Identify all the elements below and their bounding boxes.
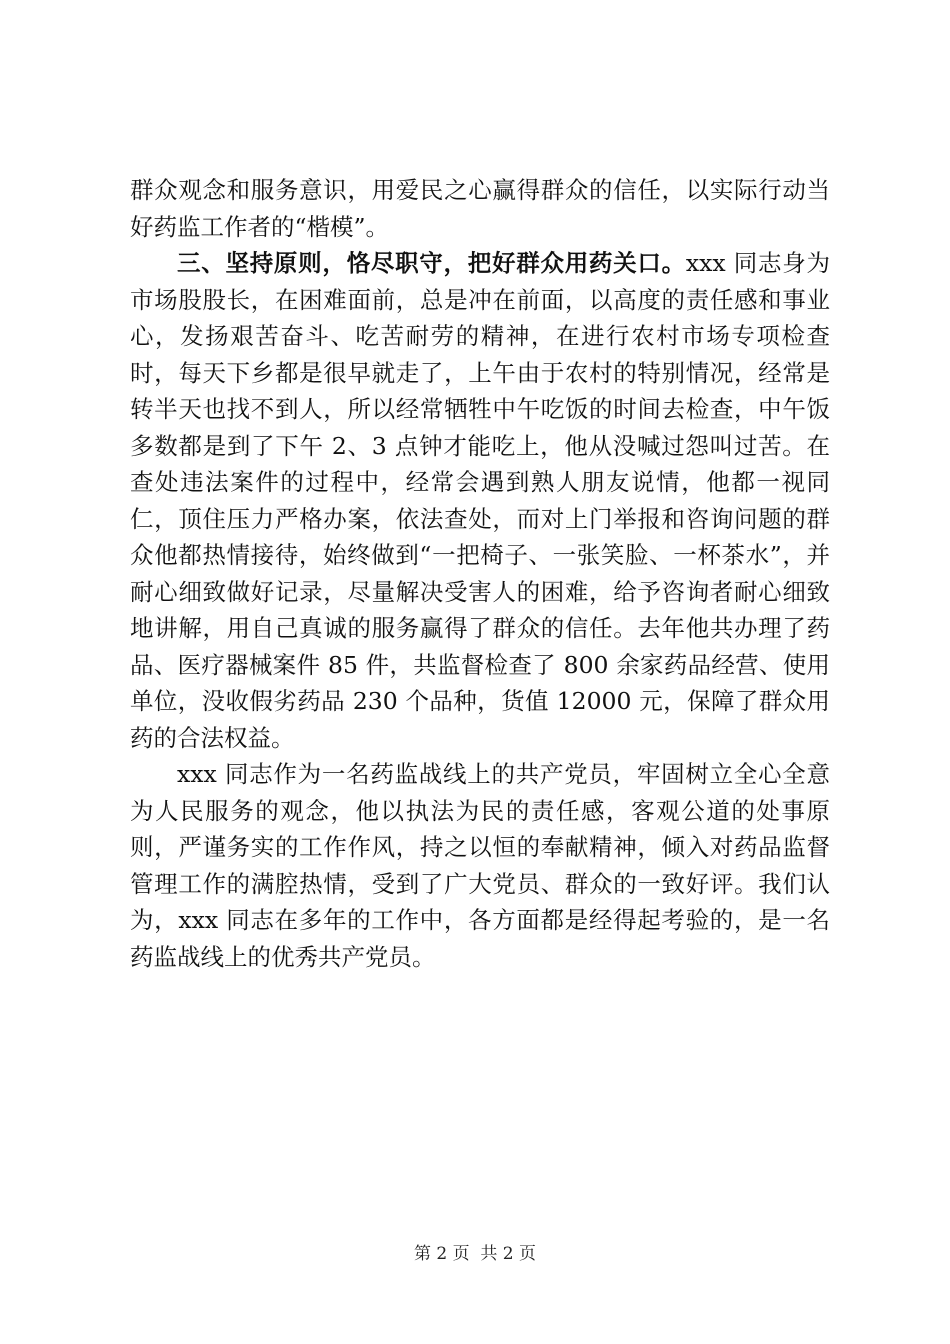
section-body: xxx 同志身为市场股股长，在困难面前，总是冲在前面，以高度的责任感和事业心，发扬艰苦奋斗、吃苦耐劳的精神，在进行农村市场专项检查时，每天下乡都是很早就走了，上午由于农村的特别情况，经常是转半天也找不到人，所以经常牺牲中午吃饭的时间去检查，中午饭多数都是到了下午 2、3 点钟才能吃上，他从没喊过怨叫过苦。在查处违法案件的过程中，经常会遇到熟人朋友说情，他都一视同仁，顶住压力严格办案，依法查处，而对上门举报和咨询问题的群众他都热情接待，始终做到“一把椅子、一张笑脸、一杯茶水”，并耐心细致做好记录，尽量解决受害人的困难，给予咨询者耐心细致地讲解，用自己真诚的服务赢得了群众的信任。去年他共办理了药品、医疗器械案件 85 件，共监督检查了 800 余家药品经营、使用单位，没收假劣药品 230 个品种，货值 12000 元，保障了群众用药的合法权益。 (130, 249, 830, 752)
section-heading: 三、坚持原则，恪尽职守，把好群众用药关口。 (177, 249, 686, 277)
paragraph-section-three (130, 245, 830, 756)
document-body (130, 172, 830, 975)
page-footer: 第 2 页 共 2 页 (413, 1244, 537, 1264)
paragraph-conclusion: xxx 同志作为一名药监战线上的共产党员，牢固树立全心全意为人民服务的观念，他以执法为民的责任感，客观公道的处事原则，严谨务实的工作作风，持之以恒的奉献精神，倾入对药品监督管理工作的满腔热情，受到了广大党员、群众的一致好评。我们认为，xxx 同志在多年的工作中，各方面都是经得起考验的，是一名药监战线上的优秀共产党员。 (130, 760, 830, 971)
paragraph-continued: 群众观念和服务意识，用爱民之心赢得群众的信任，以实际行动当好药监工作者的“楷模”。 (130, 176, 830, 241)
